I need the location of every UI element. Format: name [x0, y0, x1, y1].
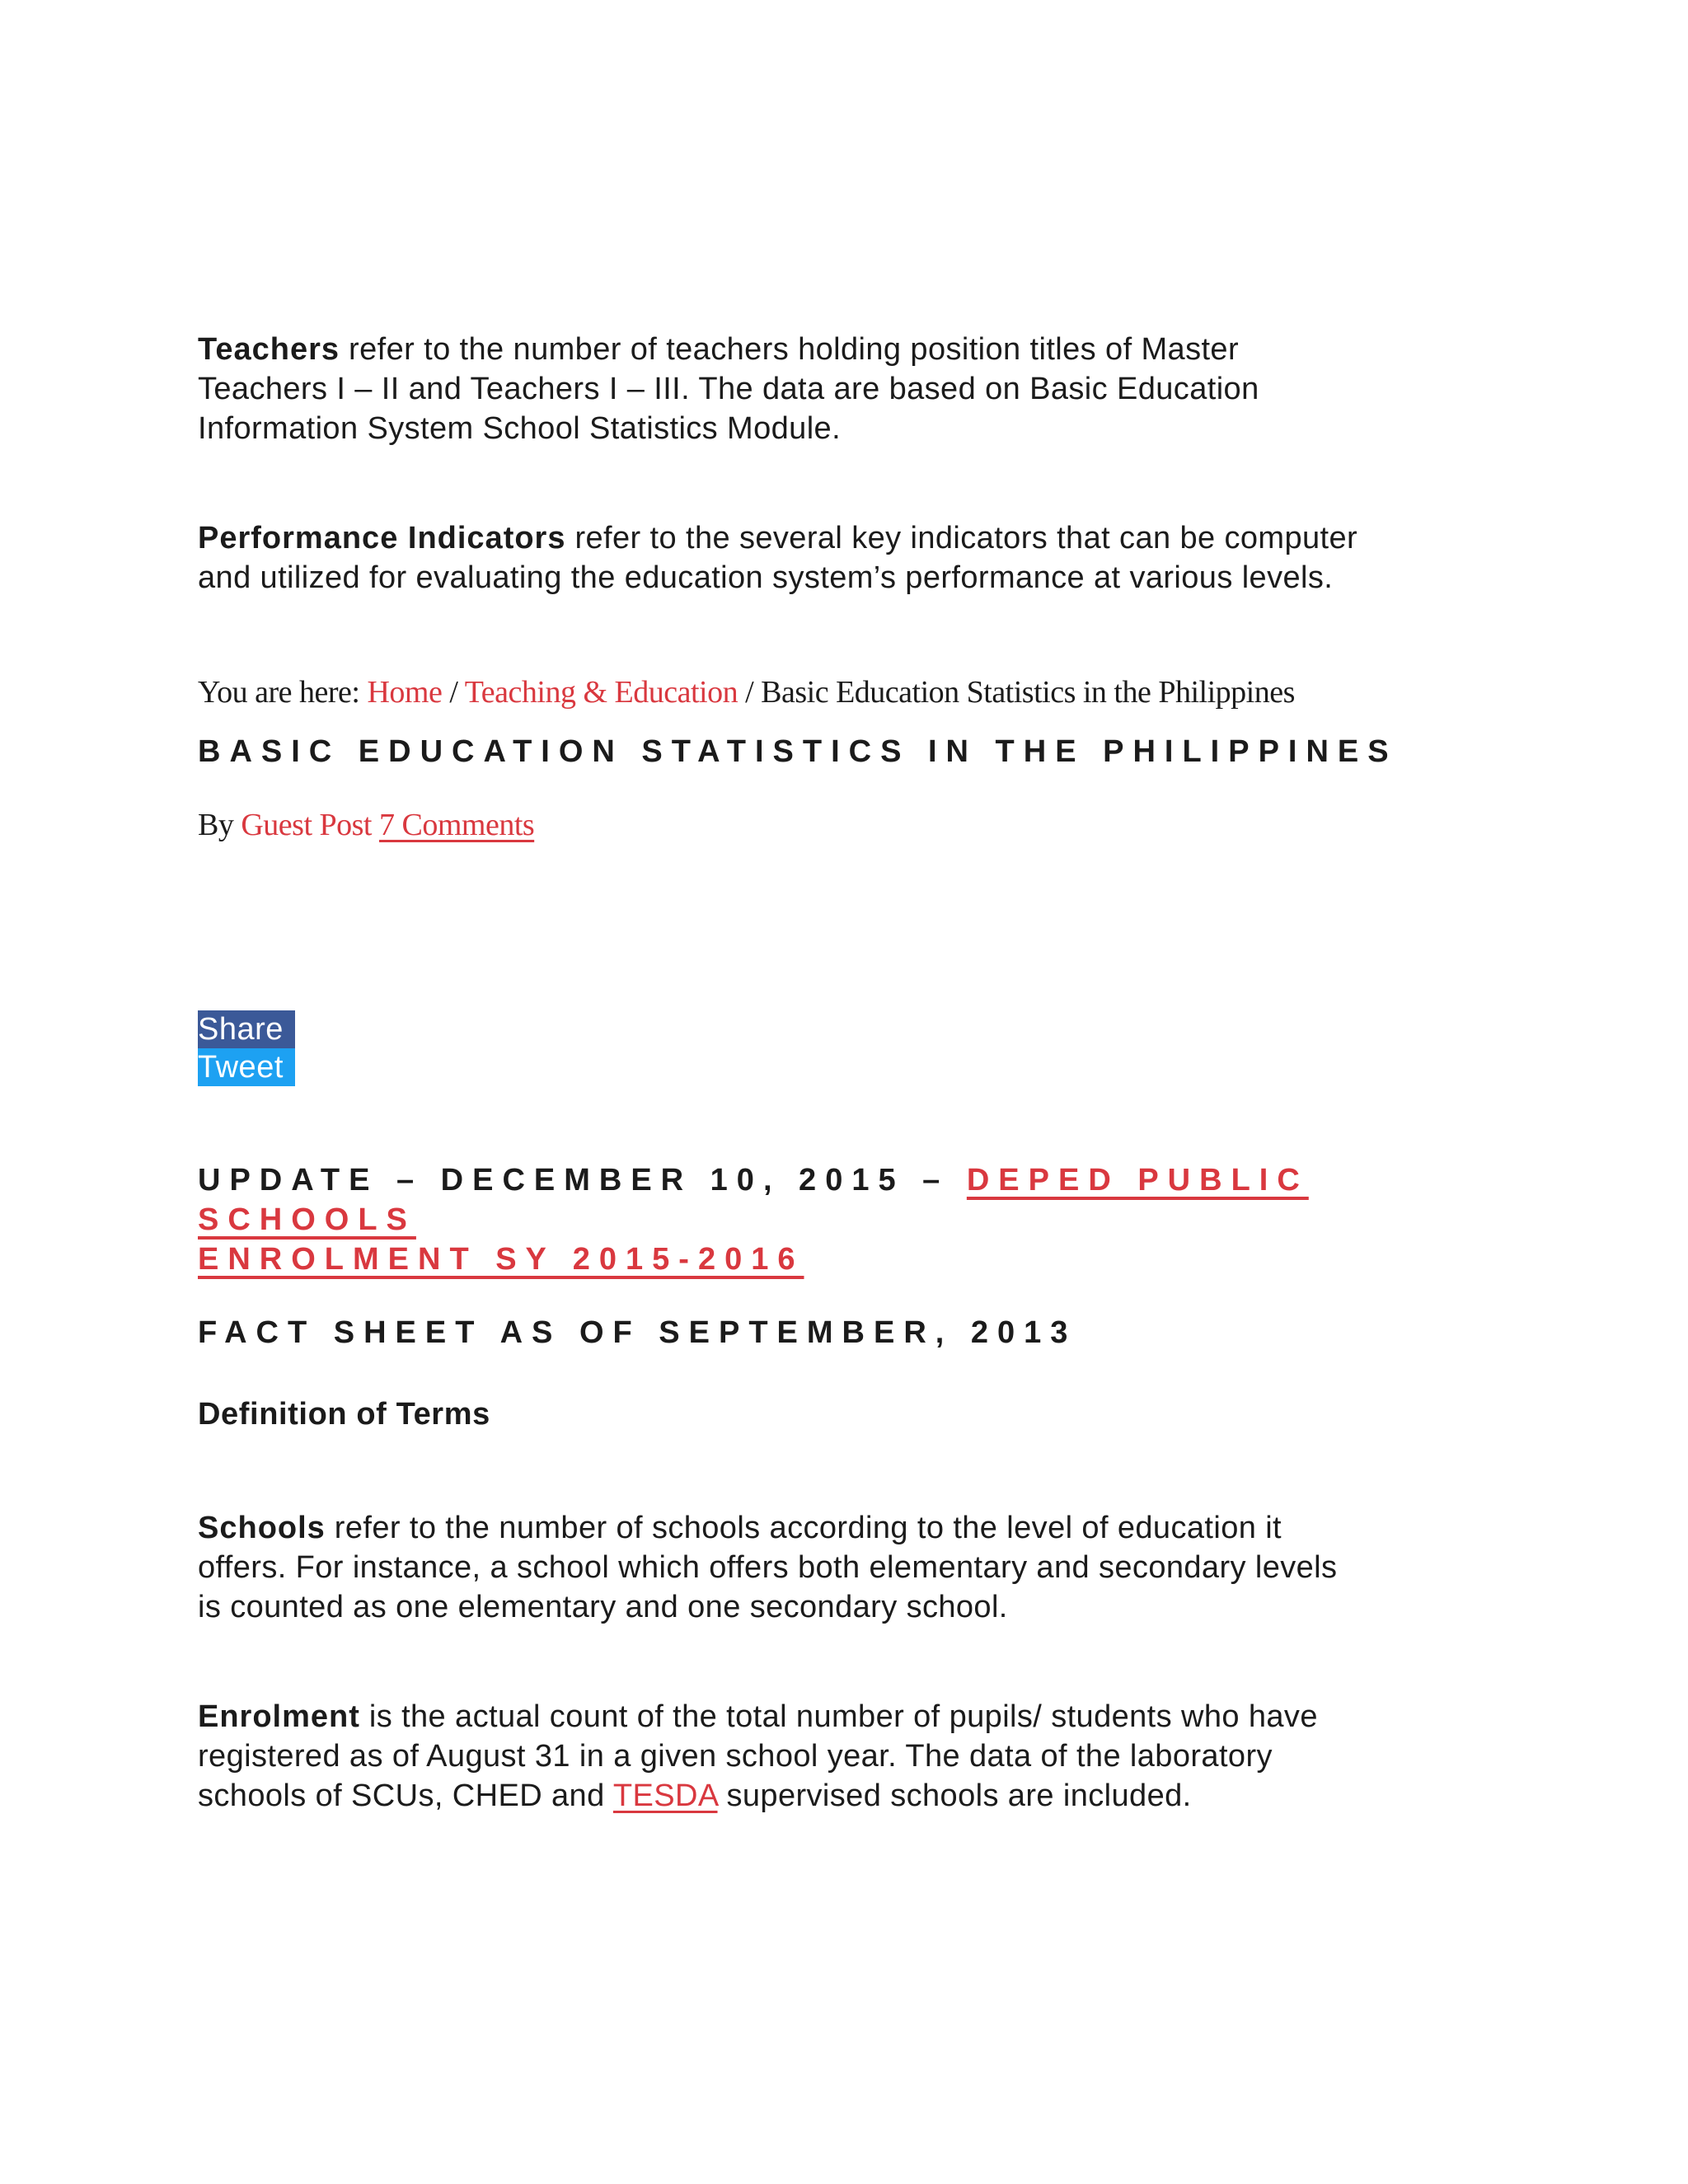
teachers-line-1: refer to the number of teachers holding position titles of Master: [340, 332, 1240, 367]
enrolment-term: Enrolment: [198, 1699, 360, 1734]
update-heading-prefix: UPDATE – DECEMBER 10, 2015 –: [198, 1163, 967, 1197]
update-heading-block: [198, 1160, 1500, 1279]
breadcrumb-teaching-education-link[interactable]: Teaching & Education: [464, 675, 738, 710]
author-link[interactable]: Guest Post: [241, 808, 372, 842]
enrolment-definition: [198, 1697, 1500, 1816]
breadcrumb-separator: /: [442, 675, 465, 710]
enrolment-tail: supervised schools are included.: [717, 1779, 1192, 1813]
enrolment-line-2: registered as of August 31 in a given school year. The data of the laboratory: [198, 1739, 1273, 1774]
byline-prefix: By: [198, 808, 241, 842]
schools-line-2: offers. For instance, a school which offers both elementary and secondary levels: [198, 1550, 1338, 1585]
definition-of-terms-block: [198, 1394, 1500, 1434]
breadcrumb-home-link[interactable]: Home: [367, 675, 443, 710]
deped-enrolment-link-line-2[interactable]: ENROLMENT SY 2015-2016: [198, 1242, 804, 1277]
twitter-tweet-button[interactable]: Tweet: [198, 1048, 295, 1086]
byline: [198, 805, 1500, 845]
article-title: BASIC EDUCATION STATISTICS IN THE PHILIPPINES: [198, 734, 1398, 769]
update-heading: [198, 1160, 1500, 1279]
breadcrumb: [198, 673, 1500, 712]
enrolment-line-1: is the actual count of the total number of pupils/ students who have: [359, 1699, 1318, 1734]
fact-sheet-heading-block: [198, 1313, 1500, 1352]
schools-line-1: refer to the number of schools according to the level of education it: [325, 1511, 1282, 1545]
deped-enrolment-link-line-1[interactable]: DEPED PUBLIC SCHOOLS: [198, 1163, 1309, 1237]
enrolment-line-3: schools of SCUs, CHED and: [198, 1779, 613, 1813]
comments-link[interactable]: 7 Comments: [379, 808, 535, 842]
article-title-block: [198, 732, 1500, 771]
definition-of-terms-heading: Definition of Terms: [198, 1397, 490, 1432]
teachers-term: Teachers: [198, 332, 340, 367]
performance-indicators-definition: [198, 518, 1500, 598]
performance-line-1: refer to the several key indicators that can be computer: [565, 521, 1358, 555]
performance-term: Performance Indicators: [198, 521, 566, 555]
facebook-share-button[interactable]: Share: [198, 1010, 295, 1048]
teachers-line-3: Information System School Statistics Module.: [198, 411, 842, 446]
breadcrumb-current-page: Basic Education Statistics in the Philippines: [761, 675, 1295, 710]
teachers-line-2: Teachers I – II and Teachers I – III. The data are based on Basic Education: [198, 372, 1259, 406]
schools-term: Schools: [198, 1511, 326, 1545]
tesda-link[interactable]: TESDA: [612, 1779, 718, 1813]
teachers-definition: [198, 330, 1500, 448]
schools-line-3: is counted as one elementary and one secondary school.: [198, 1590, 1008, 1624]
performance-line-2: and utilized for evaluating the education system’s performance at various levels.: [198, 560, 1334, 595]
breadcrumb-separator: /: [738, 675, 762, 710]
fact-sheet-heading: FACT SHEET AS OF SEPTEMBER, 2013: [198, 1315, 1077, 1350]
schools-definition: [198, 1508, 1500, 1627]
breadcrumb-prefix: You are here:: [198, 675, 368, 710]
